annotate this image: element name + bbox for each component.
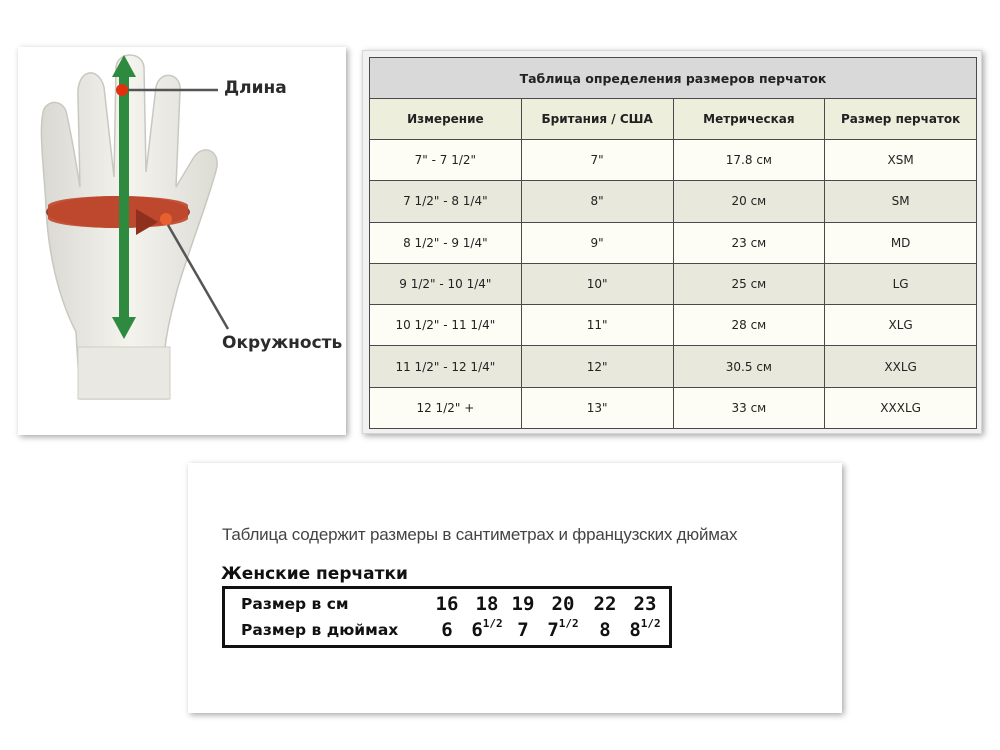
- table-body: [370, 140, 977, 429]
- inch-fraction: 1/2: [558, 617, 579, 630]
- size-chart-panel: [362, 50, 982, 434]
- cm-size-value: 19: [511, 593, 535, 615]
- inch-size-label: Размер в дюймах: [241, 621, 399, 639]
- uk-us-cell: 12": [521, 346, 673, 387]
- inch-whole: 7: [547, 619, 559, 641]
- inch-size-value: [505, 619, 541, 641]
- length-marker: [116, 84, 128, 96]
- length-label: Длина: [224, 78, 287, 98]
- metric-cell: 25 см: [673, 263, 825, 304]
- metric-cell: 20 см: [673, 181, 825, 222]
- measurement-cell: 8 1/2" - 9 1/4": [370, 222, 522, 263]
- womens-size-box: [222, 586, 672, 648]
- table-row: [370, 140, 977, 181]
- uk-us-cell: 7": [521, 140, 673, 181]
- womens-gloves-panel: [188, 463, 842, 713]
- cm-size-value: 20: [551, 593, 575, 615]
- metric-cell: 23 см: [673, 222, 825, 263]
- circumference-marker: [160, 213, 172, 225]
- glove-size-cell: XLG: [825, 305, 977, 346]
- table-row: [370, 387, 977, 428]
- inch-whole: 6: [441, 619, 453, 641]
- table-row: [370, 222, 977, 263]
- womens-note: Таблица содержит размеры в сантиметрах и французских дюймах: [222, 525, 738, 544]
- metric-cell: 30.5 см: [673, 346, 825, 387]
- glove-size-cell: XXXLG: [825, 387, 977, 428]
- inch-fraction: 1/2: [482, 617, 503, 630]
- measurement-cell: 11 1/2" - 12 1/4": [370, 346, 522, 387]
- uk-us-cell: 8": [521, 181, 673, 222]
- column-header-uk-us: Британия / США: [521, 99, 673, 140]
- glove-size-cell: MD: [825, 222, 977, 263]
- glove-illustration: [18, 47, 346, 435]
- table-row: [370, 181, 977, 222]
- measurement-cell: 9 1/2" - 10 1/4": [370, 263, 522, 304]
- glove-cuff: [78, 347, 170, 399]
- table-row: [370, 305, 977, 346]
- inch-whole: 8: [599, 619, 611, 641]
- table-row: [370, 346, 977, 387]
- measurement-cell: 7 1/2" - 8 1/4": [370, 181, 522, 222]
- inch-size-value: [469, 619, 505, 641]
- uk-us-cell: 11": [521, 305, 673, 346]
- womens-title: Женские перчатки: [221, 564, 408, 584]
- uk-us-cell: 10": [521, 263, 673, 304]
- column-header-metric: Метрическая: [673, 99, 825, 140]
- cm-size-value: 16: [435, 593, 459, 615]
- circumference-label: Окружность: [222, 333, 343, 353]
- uk-us-cell: 9": [521, 222, 673, 263]
- inch-whole: 8: [629, 619, 641, 641]
- uk-us-cell: 13": [521, 387, 673, 428]
- metric-cell: 17.8 см: [673, 140, 825, 181]
- glove-size-cell: LG: [825, 263, 977, 304]
- cm-size-value: 23: [633, 593, 657, 615]
- column-header-glove-size: Размер перчаток: [825, 99, 977, 140]
- inch-size-row: [225, 619, 669, 645]
- glove-size-cell: SM: [825, 181, 977, 222]
- measurement-cell: 12 1/2" +: [370, 387, 522, 428]
- metric-cell: 28 см: [673, 305, 825, 346]
- glove-size-table: [369, 57, 977, 429]
- inch-size-value: [429, 619, 465, 641]
- inch-size-value: [587, 619, 623, 641]
- inch-size-value: [627, 619, 663, 641]
- glove-size-cell: XSM: [825, 140, 977, 181]
- glove-diagram-panel: [18, 47, 346, 435]
- cm-size-row: [225, 593, 669, 619]
- measurement-cell: 10 1/2" - 11 1/4": [370, 305, 522, 346]
- measurement-cell: 7" - 7 1/2": [370, 140, 522, 181]
- table-title: Таблица определения размеров перчаток: [370, 58, 977, 99]
- inch-whole: 7: [517, 619, 529, 641]
- inch-size-value: [545, 619, 581, 641]
- metric-cell: 33 см: [673, 387, 825, 428]
- inch-whole: 6: [471, 619, 483, 641]
- table-row: [370, 263, 977, 304]
- column-header-measurement: Измерение: [370, 99, 522, 140]
- cm-size-value: 22: [593, 593, 617, 615]
- glove-size-cell: XXLG: [825, 346, 977, 387]
- cm-size-value: 18: [475, 593, 499, 615]
- inch-fraction: 1/2: [640, 617, 661, 630]
- cm-size-label: Размер в см: [241, 595, 349, 613]
